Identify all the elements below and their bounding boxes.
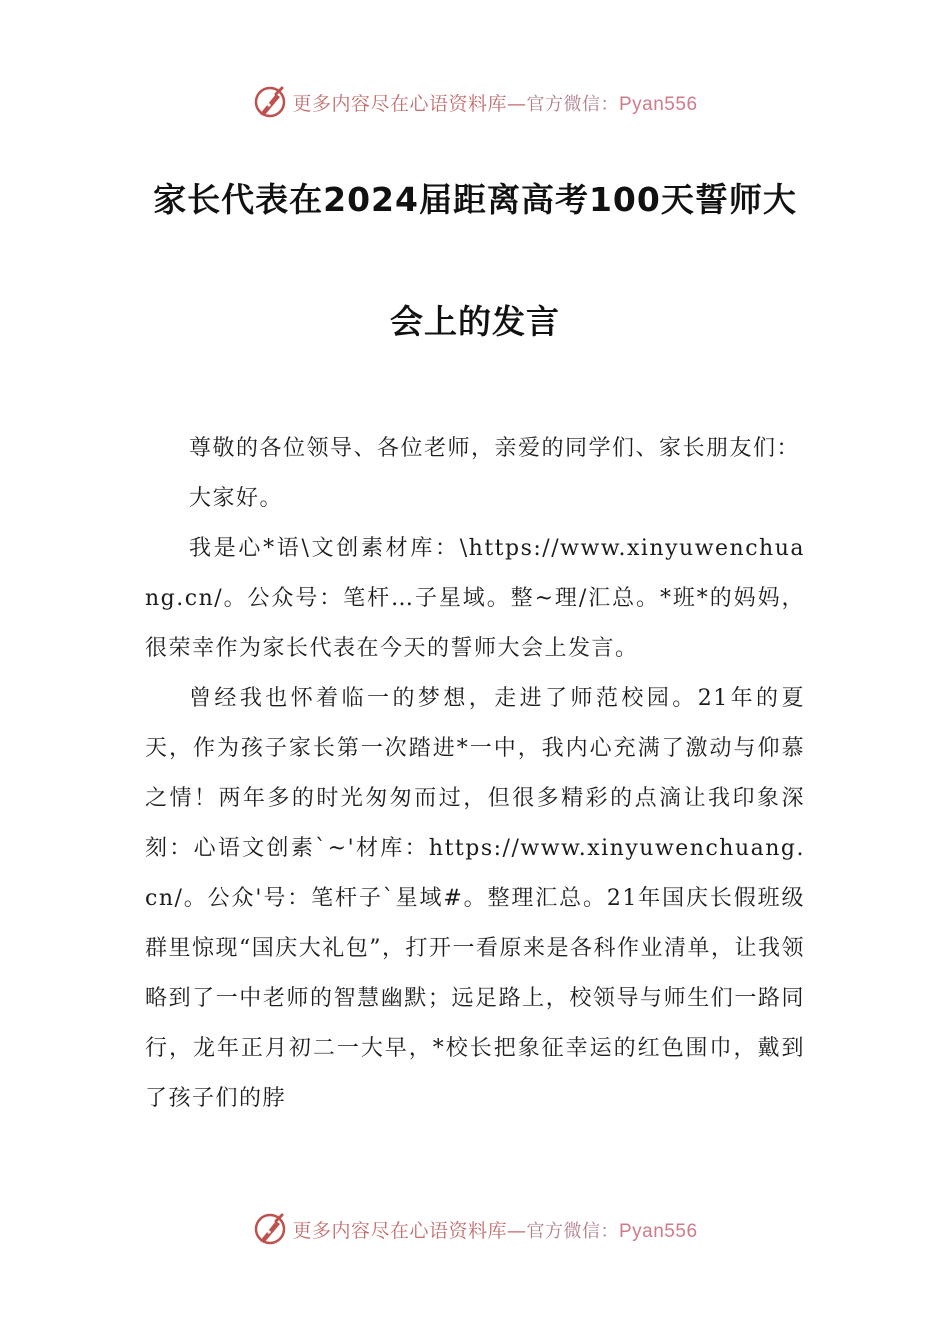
footer-banner [0,1209,950,1249]
pen-logo-icon [252,84,288,120]
paragraph-hello: 大家好。 [189,486,284,511]
document-title-line-1: 家长代表在2024届距离高考100天誓师大 [153,180,797,219]
header-banner [0,82,950,122]
paragraph-memories: 曾经我也怀着临一的梦想，走进了师范校园。21年的夏天，作为孩子家长第一次踏进*一中，我内心充满了激动与仰慕之情！两年多的时光匆匆而过，但很多精彩的点滴让我印象深刻：心语文创素`~'材库：https://www.xinyuwenchuang.cn/。公众'号：笔杆子`星域#。整理汇总。21年国庆长假班级群里惊现“国庆大礼包”，打开一看原来是各科作业清单，让我领略到了一中老师的智慧幽默；远足路上，校领导与师生们一路同行，龙年正月初二一大早，*校长把象征幸运的红色围巾，戴到了孩子们的脖 [145,686,805,1111]
pen-logo-icon [252,1211,288,1247]
document-body [145,424,805,1124]
wechat-id: Pyan556 [619,93,698,115]
banner-text: 更多内容尽在心语资料库—官方微信：Pyan556 [292,92,698,115]
paragraph-greeting: 尊敬的各位领导、各位老师，亲爱的同学们、家长朋友们： [189,436,801,461]
wechat-label: 官方微信： [526,93,619,115]
wechat-id: Pyan556 [619,1220,698,1242]
paragraph-intro: 我是心*语\文创素材库：\https://www.xinyuwenchuang.cn/。公众号：笔杆…子星域。整~理/汇总。*班*的妈妈，很荣幸作为家长代表在今天的誓师大会上发言。 [145,536,805,661]
wechat-label: 官方微信： [526,1220,619,1242]
banner-text: 更多内容尽在心语资料库—官方微信：Pyan556 [292,1219,698,1242]
document-title-line-2: 会上的发言 [390,302,560,341]
